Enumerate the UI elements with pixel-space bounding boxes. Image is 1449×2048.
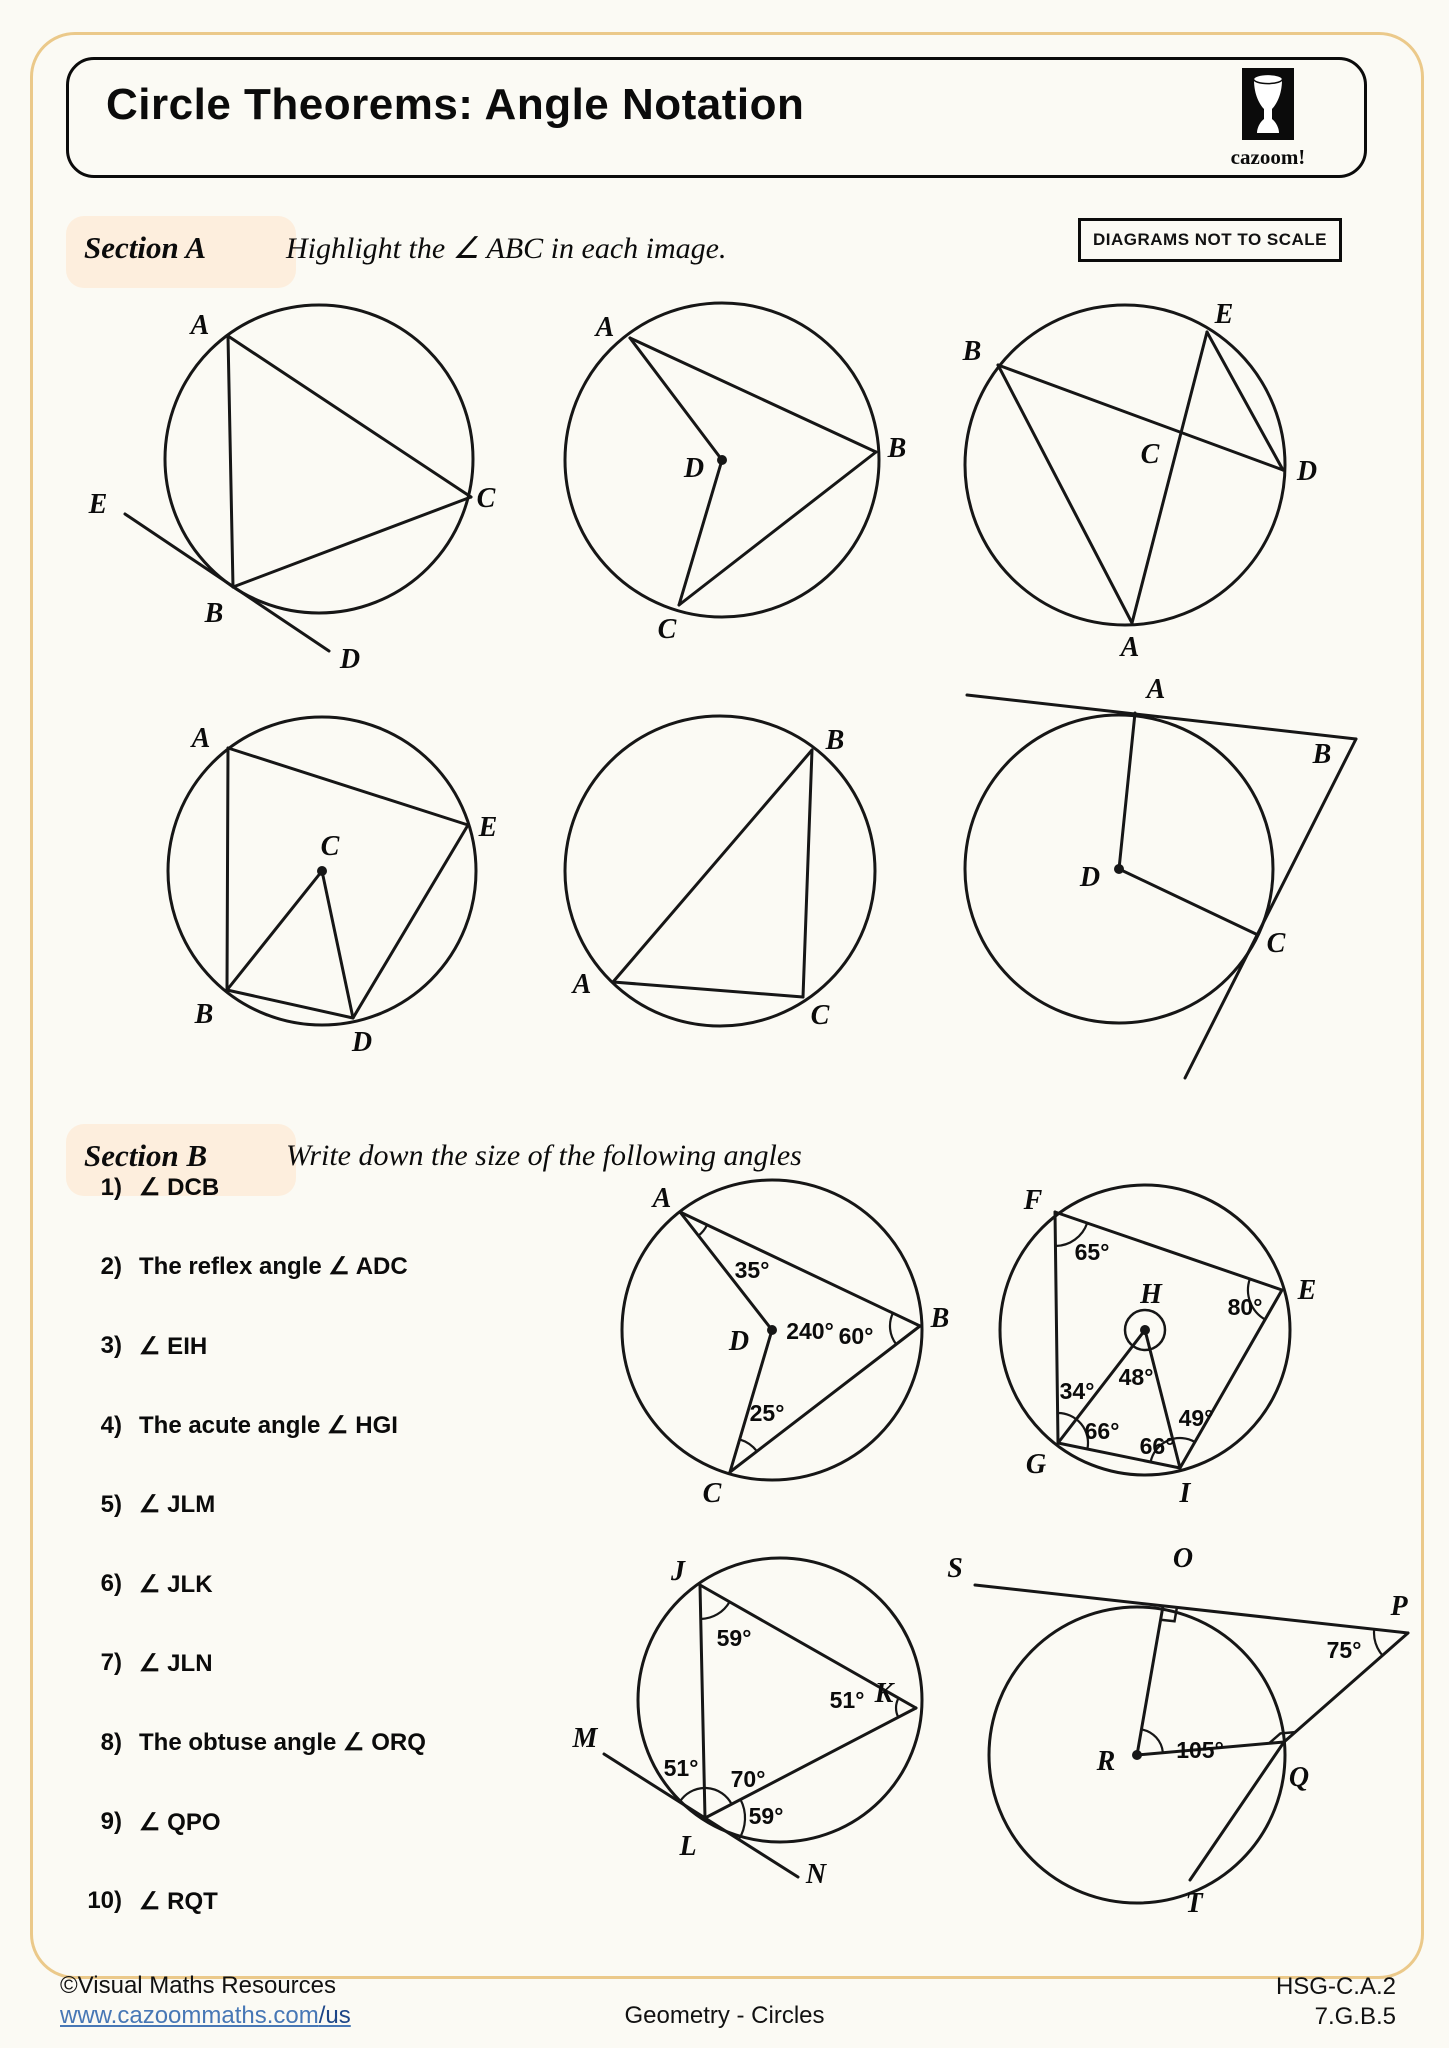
svg-text:80°: 80° [1227,1294,1263,1320]
question-text: The acute angle ∠ HGI [139,1412,398,1440]
svg-text:A: A [652,1183,672,1214]
chords [998,332,1283,623]
svg-text:A: A [572,969,592,1000]
svg-text:J: J [671,1556,685,1587]
svg-text:E: E [88,489,108,520]
question-row [62,1307,492,1386]
svg-text:D: D [1296,456,1318,487]
svg-text:105°: 105° [1176,1737,1224,1763]
question-row [62,1782,492,1861]
footer-topic: Geometry - Circles [624,2002,825,2029]
radius [1119,869,1258,935]
angle-arc [701,1602,730,1619]
question-text: ∠ JLK [139,1570,213,1598]
question-number: 10) [87,1887,122,1915]
angle-arc [1142,1729,1163,1752]
question-row [62,1544,492,1623]
circle [565,716,875,1026]
question-number: 9) [100,1808,122,1836]
question-text: ∠ JLN [139,1649,213,1677]
svg-text:C: C [476,483,496,514]
standards-codes [1276,1972,1396,2032]
svg-text:E: E [478,812,498,843]
svg-text:B: B [1312,739,1332,770]
svg-text:Q: Q [1288,1762,1310,1793]
question-number: 4) [100,1411,122,1439]
svg-text:35°: 35° [734,1257,770,1283]
svg-text:C: C [1266,928,1286,959]
svg-text:C: C [702,1478,722,1509]
svg-text:60°: 60° [838,1323,874,1349]
point-labels [962,299,1317,663]
question-row [62,1624,492,1703]
diagram-a3-crossing-chords [930,235,1410,695]
diagram-a2-centre-d [540,285,930,675]
svg-text:A: A [595,312,615,343]
point-labels [1023,1185,1317,1509]
angle-values [664,1625,865,1829]
svg-text:H: H [1140,1279,1162,1310]
svg-text:C: C [320,831,340,862]
diagram-a6-two-tangents [930,650,1422,1130]
question-number: 6) [100,1570,122,1598]
diagram-b1-centre-d-angles [600,1170,965,1515]
svg-text:A: A [1120,632,1140,663]
svg-text:E: E [1214,299,1234,330]
centre-dot [717,455,727,465]
chords [613,750,812,997]
question-number: 1) [100,1173,122,1201]
svg-text:F: F [1023,1185,1043,1216]
svg-text:A: A [190,310,210,341]
svg-text:I: I [1179,1478,1191,1509]
radius [1119,713,1135,869]
svg-text:51°: 51° [663,1755,699,1781]
chords [604,1585,916,1877]
link-main[interactable]: www.cazoommaths.com [60,2002,319,2029]
svg-text:34°: 34° [1059,1378,1095,1404]
question-number: 7) [100,1649,122,1677]
question-row [62,1386,492,1465]
point-labels [190,723,498,1058]
tangent-lines [975,1585,1408,1880]
standard-code-2: 7.G.B.5 [1314,2003,1396,2030]
svg-text:B: B [887,433,907,464]
question-text: ∠ JLM [139,1491,216,1519]
diagram-b2-centre-h-angles [985,1170,1325,1515]
centre-dot [1114,864,1124,874]
diagram-a5-inscribed-triangle [550,690,940,1080]
svg-text:D: D [728,1326,750,1357]
question-row [62,1148,492,1227]
circle [165,305,473,613]
question-number: 8) [100,1728,122,1756]
svg-text:B: B [194,999,214,1030]
angle-arc [890,1313,896,1344]
section-b-label: Section B [84,1138,208,1173]
svg-text:70°: 70° [730,1766,766,1792]
angle-arc [698,1225,707,1236]
diagram-b4-two-tangents-angles [935,1545,1420,1965]
question-row [62,1703,492,1782]
tangent-line [125,514,329,651]
svg-text:G: G [1025,1449,1047,1480]
svg-text:P: P [1390,1591,1408,1622]
copyright-text: ©Visual Maths Resources [60,1972,337,1999]
point-labels [1079,674,1331,959]
svg-text:M: M [572,1723,598,1754]
point-labels [947,1545,1408,1919]
diagram-a4-centre-c [130,690,550,1110]
svg-text:C: C [810,1000,830,1031]
svg-text:B: B [825,725,845,756]
tangent-lines [967,695,1356,1078]
svg-text:R: R [1096,1746,1116,1777]
question-text: ∠ EIH [139,1332,208,1360]
standard-code-1: HSG-C.A.2 [1275,1973,1396,2000]
question-text: The reflex angle ∠ ADC [139,1253,408,1281]
svg-text:49°: 49° [1178,1405,1214,1431]
svg-text:O: O [1172,1545,1194,1574]
question-text: ∠ DCB [139,1174,220,1202]
diagram-b3-tangent-triangle-angles [555,1550,985,1940]
svg-text:48°: 48° [1118,1364,1154,1390]
svg-text:A: A [1146,674,1166,705]
svg-text:K: K [874,1678,894,1709]
question-number: 5) [100,1490,122,1518]
question-row [62,1465,492,1544]
chords [125,336,471,651]
svg-text:D: D [351,1027,373,1058]
svg-text:T: T [1185,1888,1203,1919]
section-a-instruction: Highlight the ∠ ABC in each image. [286,232,727,265]
centre-dot [1132,1750,1142,1760]
centre-dot [767,1325,777,1335]
svg-text:N: N [805,1859,827,1890]
question-row [62,1227,492,1306]
svg-text:L: L [679,1831,697,1862]
svg-text:C: C [657,614,677,645]
svg-text:B: B [930,1303,950,1334]
svg-text:51°: 51° [829,1687,865,1713]
svg-text:E: E [1297,1275,1317,1306]
svg-text:75°: 75° [1326,1637,1362,1663]
svg-text:A: A [191,723,211,754]
question-text: The obtuse angle ∠ ORQ [139,1729,426,1757]
question-row [62,1862,492,1941]
angle-arc [896,1698,899,1717]
angle-arc [1374,1629,1382,1655]
svg-text:S: S [947,1553,963,1584]
question-number: 3) [100,1332,122,1360]
svg-text:D: D [339,644,361,675]
svg-text:B: B [204,598,224,629]
angle-arc [739,1800,745,1840]
question-text: ∠ QPO [139,1808,221,1836]
brand-logo [1212,68,1324,168]
svg-text:D: D [683,453,705,484]
page-title: Circle Theorems: Angle Notation [106,80,805,129]
svg-text:65°: 65° [1074,1239,1110,1265]
svg-text:D: D [1079,862,1101,893]
svg-text:25°: 25° [749,1400,785,1426]
svg-text:C: C [1140,439,1160,470]
djembe-drum-icon [1242,68,1294,140]
angle-arc [740,1439,757,1451]
centre-dot [317,866,327,876]
svg-text:59°: 59° [748,1803,784,1829]
angle-values [735,1257,874,1426]
brand-name: cazoom! [1230,145,1306,169]
point-labels [572,1556,896,1890]
svg-text:66°: 66° [1139,1433,1175,1459]
section-a-label: Section A [84,230,207,265]
centre-dot [1140,1325,1150,1335]
svg-text:59°: 59° [716,1625,752,1651]
not-to-scale-badge: DIAGRAMS NOT TO SCALE [1078,218,1342,262]
question-list [62,1148,492,1941]
question-text: ∠ RQT [139,1887,218,1915]
svg-text:240°: 240° [786,1318,834,1344]
diagram-a1-inscribed-triangle-tangent [60,280,500,700]
question-number: 2) [100,1252,122,1280]
circle [965,305,1285,625]
section-b-instruction: Write down the size of the following angles [286,1139,802,1172]
svg-text:66°: 66° [1084,1418,1120,1444]
svg-text:B: B [962,336,982,367]
link-suffix[interactable]: /us [318,2002,351,2029]
point-labels [88,310,496,675]
